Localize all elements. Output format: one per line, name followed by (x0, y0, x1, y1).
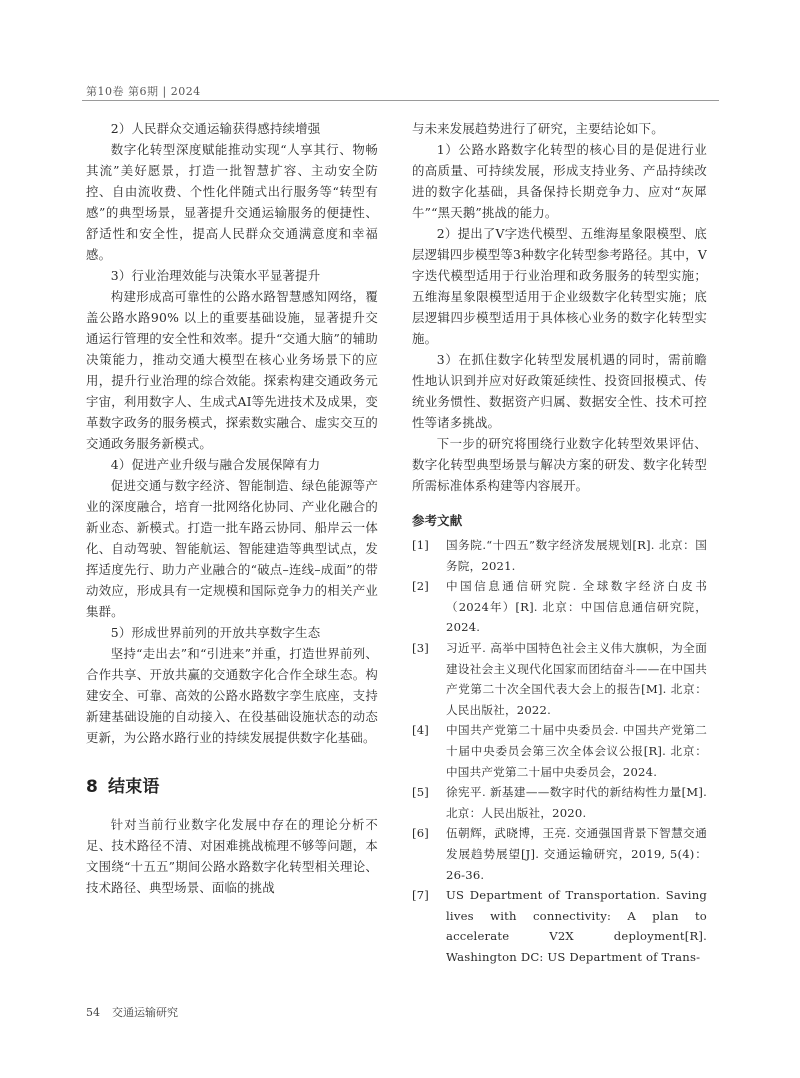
paragraph: 4）促进产业升级与融合发展保障有力 (110, 457, 321, 472)
section-number: 8 (86, 777, 99, 797)
paragraph: 3）行业治理效能与决策水平显著提升 (110, 268, 321, 283)
paragraph: 5）形成世界前列的开放共享数字生态 (110, 625, 321, 640)
header-rule (82, 100, 719, 101)
running-header: 第10卷 第6期 | 2024 (86, 85, 201, 98)
reference-number: [6] (412, 826, 430, 841)
section-title: 结束语 (108, 777, 160, 797)
paragraph: 1）公路水路数字化转型的核心目的是促进行业的高质量、可持续发展，形成支持业务、产品持续改进的数字化基础，具备保持长期竞争力、应对“灰犀牛”“黑天鹅”挑战的能力。 (412, 142, 707, 220)
page-number: 54 (86, 1006, 100, 1019)
reference-item (412, 823, 707, 885)
reference-text: 伍朝辉，武晓博，王亮. 交通强国背景下智慧交通发展趋势展望[J]. 交通运输研究，2019, 5(4)：26-36. (446, 826, 707, 882)
reference-item (412, 638, 707, 720)
reference-list (412, 535, 707, 967)
reference-item (412, 782, 707, 823)
reference-item (412, 885, 707, 967)
paragraph: 3）在抓住数字化转型发展机遇的同时，需前瞻性地认识到并应对好政策延续性、投资回报模式、传统业务惯性、数据资产归属、数据安全性、技术可控性等诸多挑战。 (412, 352, 707, 430)
reference-item (412, 535, 707, 576)
reference-text: 国务院.“十四五”数字经济发展规划[R]. 北京：国务院，2021. (446, 538, 707, 573)
reference-number: [4] (412, 723, 430, 738)
right-column (412, 118, 707, 967)
reference-item (412, 576, 707, 638)
reference-text: 徐宪平. 新基建——数字时代的新结构性力量[M]. 北京：人民出版社，2020. (446, 785, 707, 820)
journal-name: 交通运输研究 (112, 1006, 178, 1019)
left-paragraphs (86, 118, 378, 748)
reference-number: [7] (412, 888, 430, 903)
paragraph: 2）人民群众交通运输获得感持续增强 (110, 121, 321, 136)
paragraph: 坚持“走出去”和“引进来”并重，打造世界前列、合作共享、开放共赢的交通数字化合作全球生态。构建安全、可靠、高效的公路水路数字孪生底座，支持新建基础设施的自动接入、在役基础设施状态的动态更新，为公路水路行业的持续发展提供数字化基础。 (86, 646, 378, 745)
paragraph: 构建形成高可靠性的公路水路智慧感知网络，覆盖公路水路90% 以上的重要基础设施，显著提升交通运行管理的安全性和效率。提升“交通大脑”的辅助决策能力，推动交通大模型在核心业务场景下的应用，提升行业治理的综合效能。探索构建交通政务元宇宙，利用数字人、生成式AI等先进技术及成果，变革数字政务的服务模式，探索数实融合、虚实交互的交通政务服务新模式。 (86, 289, 378, 451)
reference-number: [3] (412, 640, 430, 655)
conclusion-paragraphs (86, 814, 378, 898)
reference-text: 中国共产党第二十届中央委员会. 中国共产党第二十届中央委员会第三次全体会议公报[R]. 北京：中国共产党第二十届中央委员会，2024. (446, 723, 707, 779)
reference-text: 习近平. 高举中国特色社会主义伟大旗帜，为全面建设社会主义现代化国家而团结奋斗——在中国共产党第二十次全国代表大会上的报告[M]. 北京：人民出版社，2022. (446, 640, 707, 717)
references-heading: 参考文献 (412, 513, 463, 528)
page-footer (86, 1004, 178, 1020)
reference-number: [2] (412, 579, 430, 594)
paragraph: 促进交通与数字经济、智能制造、绿色能源等产业的深度融合，培育一批网络化协同、产业化融合的新业态、新模式。打造一批车路云协同、船岸云一体化、自动驾驶、智能航运、智能建造等典型试点，发挥适度先行、助力产业融合的“破点–连线–成面”的带动效应，形成具有一定规模和国际竞争力的相关产业集群。 (86, 478, 378, 619)
paragraph: 针对当前行业数字化发展中存在的理论分析不足、技术路径不清、对困难挑战梳理不够等问题，本文围绕“十五五”期间公路水路数字化转型相关理论、技术路径、典型场景、面临的挑战 (86, 817, 378, 895)
reference-text: US Department of Transportation. Saving lives with connectivity: A plan to accelerate V2X deployment[R]. Washington DC: US Department of Trans- (446, 888, 707, 964)
reference-text: 中国信息通信研究院. 全球数字经济白皮书（2024年）[R]. 北京：中国信息通信研究院，2024. (446, 579, 707, 635)
reference-number: [5] (412, 785, 430, 800)
reference-item (412, 720, 707, 782)
paragraph: 2）提出了V字迭代模型、五维海星象限模型、底层逻辑四步模型等3种数字化转型参考路径。其中，V字迭代模型适用于行业治理和政务服务的转型实施；五维海星象限模型适用于企业级数字化转型实施；底层逻辑四步模型适用于具体核心业务的数字化转型实施。 (412, 226, 707, 346)
section-heading (86, 772, 378, 802)
reference-number: [1] (412, 538, 430, 552)
paragraph: 下一步的研究将围绕行业数字化转型效果评估、数字化转型典型场景与解决方案的研发、数字化转型所需标准体系构建等内容展开。 (412, 436, 707, 493)
paragraph: 数字化转型深度赋能推动实现“人享其行、物畅其流”美好愿景，打造一批智慧扩容、主动安全防控、自由流收费、个性化伴随式出行服务等“转型有感”的典型场景，显著提升交通运输服务的便捷性、舒适性和安全性，提高人民群众交通满意度和幸福感。 (86, 142, 378, 262)
right-paragraphs (412, 118, 707, 496)
left-column (86, 118, 378, 898)
paragraph: 与未来发展趋势进行了研究，主要结论如下。 (412, 121, 664, 136)
